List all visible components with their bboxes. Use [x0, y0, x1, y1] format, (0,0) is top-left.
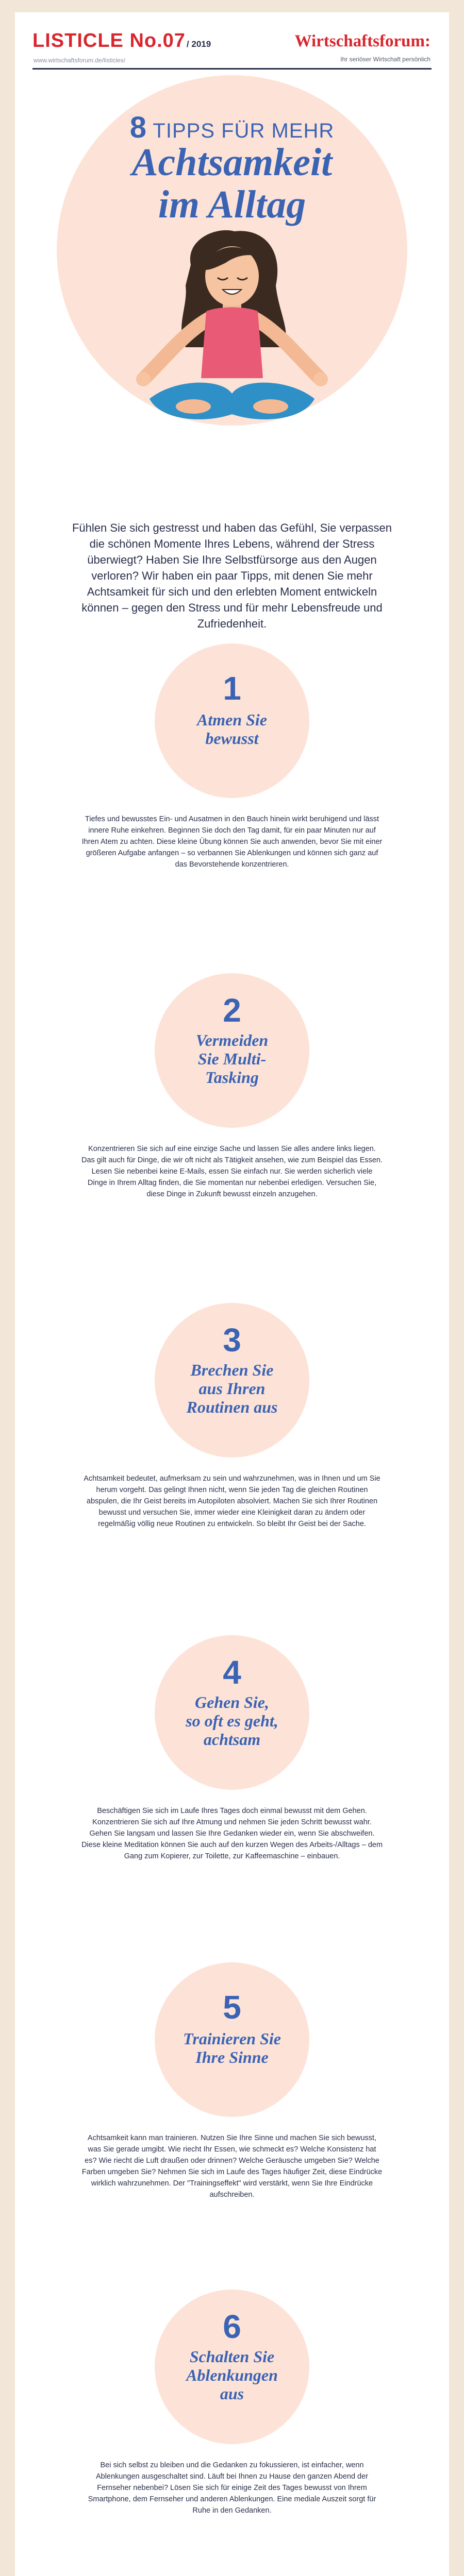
tip-title: Vermeiden Sie Multi- Tasking [195, 1031, 269, 1087]
infographic-page [15, 12, 449, 2576]
listicle-label: LISTICLE No.07 / 2019 [32, 30, 211, 52]
tip-title: Gehen Sie, so oft es geht, achtsam [186, 1693, 278, 1749]
tip-title: Trainieren Sie Ihre Sinne [183, 2029, 281, 2066]
tip-number: 2 [223, 992, 241, 1029]
tip-title: Brechen Sie aus Ihren Routinen aus [186, 1361, 278, 1416]
tip-number: 3 [223, 1321, 241, 1359]
listicle-url[interactable]: www.wirtschaftsforum.de/listicles/ [34, 57, 126, 64]
intro-text: Fühlen Sie sich gestresst und haben das Gefühl, Sie verpassen die schönen Momente Ihres Lebens, während der Stress überwiegt? Haben Sie Ihre Selbstfürsorge aus den Augen verloren? Wir haben ein paar Tipps, mit denen Sie mehr Achtsamkeit für sich und den erlebten Moment entwickeln können – gegen den Stress und für mehr Lebensfreude und Zufriedenheit. [72, 521, 392, 630]
tip-number: 1 [223, 670, 241, 707]
tip-title: Atmen Sie bewusst [196, 710, 267, 748]
tip-title: Schalten Sie Ablenkungen aus [186, 2347, 278, 2403]
hero-title-prefix: 8 TIPPS FÜR MEHR [129, 111, 335, 144]
brand-tagline: Ihr seriöser Wirtschaft persönlich [340, 56, 430, 63]
hero-title: Achtsamkeit im Alltag [131, 141, 333, 226]
tip-number: 4 [223, 1654, 241, 1691]
meditating-woman-illustration [88, 229, 376, 445]
tip-number: 6 [223, 2308, 241, 2345]
tip-description: Tiefes und bewusstes Ein- und Ausatmen in den Bauch hinein wirkt beruhigend und lässt innere Ruhe einkehren. Beginnen Sie doch den Tag damit, für ein paar Minuten nur auf Ihren Atem zu achten. Diese kleine Übung können Sie auch anwenden, bevor Sie mit einer größeren Aufgabe anfangen – so verbannen Sie Ablenkungen und können sich ganz auf das Bevorstehende konzentrieren. [81, 815, 383, 869]
tip-description: Konzentrieren Sie sich auf eine einzige Sache und lassen Sie alles andere links liegen. Das gilt auch für Dinge, die wir oft nicht als Tätigkeit ansehen, wie zum Beispiel das Essen. Lesen Sie nebenbei keine E-Mails, essen Sie einfach nur. Sie werden sicherlich viele Dinge in Ihrem Alltag finden, die Sie momentan nur nebenbei erledigen. Versuchen Sie, diese Dinge in Zukunft bewusst einzeln anzugehen. [81, 1145, 383, 1198]
tip-number: 5 [223, 1989, 241, 2026]
tip-description: Achtsamkeit kann man trainieren. Nutzen Sie Ihre Sinne und machen Sie sich bewusst, was Sie gerade umgibt. Wie riecht Ihr Essen, wie schmeckt es? Welche Konsistenz hat es? Wie riecht die Luft draußen oder drinnen? Welche Geräusche umgeben Sie? Welche Farben umgeben Sie? Nehmen Sie sich im Laufe des Tages häufiger Zeit, diese Eindrücke wirklich wahrzunehmen. Der "Trainingseffekt" wird verstärkt, wenn Sie Ihre Eindrücke aufschreiben. [81, 2134, 383, 2199]
tip-description: Achtsamkeit bedeutet, aufmerksam zu sein und wahrzunehmen, was in Ihnen und um Sie herum vorgeht. Das gelingt Ihnen nicht, wenn Sie jeden Tag die gleichen Routinen abspulen, die Ihr Geist bereits im Autopiloten absolviert. Machen Sie sich Ihrer Routinen bewusst und versuchen Sie, immer wieder eine Kleinigkeit daran zu ändern oder regelmäßig völlig neue Routinen zu entwickeln. So bleibt Ihr Geist bei der Sache. [84, 1475, 380, 1528]
tip-description: Bei sich selbst zu bleiben und die Gedanken zu fokussieren, ist einfacher, wenn Ablenkungen ausgeschaltet sind. Läuft bei Ihnen zu Hause den ganzen Abend der Fernseher nebenbei? Lösen Sie sich für einige Zeit des Tages bewusst von Ihrem Smartphone, dem Fernseher und anderen Ablenkungen. Eine mediale Auszeit sorgt für Ruhe in den Gedanken. [88, 2461, 376, 2515]
brand-logo[interactable]: Wirtschaftsforum: [294, 32, 430, 50]
tip-description: Beschäftigen Sie sich im Laufe Ihres Tages doch einmal bewusst mit dem Gehen. Konzentrieren Sie sich auf Ihre Atmung und nehmen Sie jeden Schritt bewusst wahr. Gehen Sie langsam und lassen Sie Ihre Gedanken wieder ein, wenn Sie abschweifen. Diese kleine Meditation können Sie auch auf den kurzen Wegen des Arbeits-/Alltags – dem Gang zum Kopierer, zur Toilette, zur Kaffeemaschine – einbauen. [81, 1807, 383, 1860]
header [15, 12, 449, 74]
header-divider [32, 68, 432, 70]
